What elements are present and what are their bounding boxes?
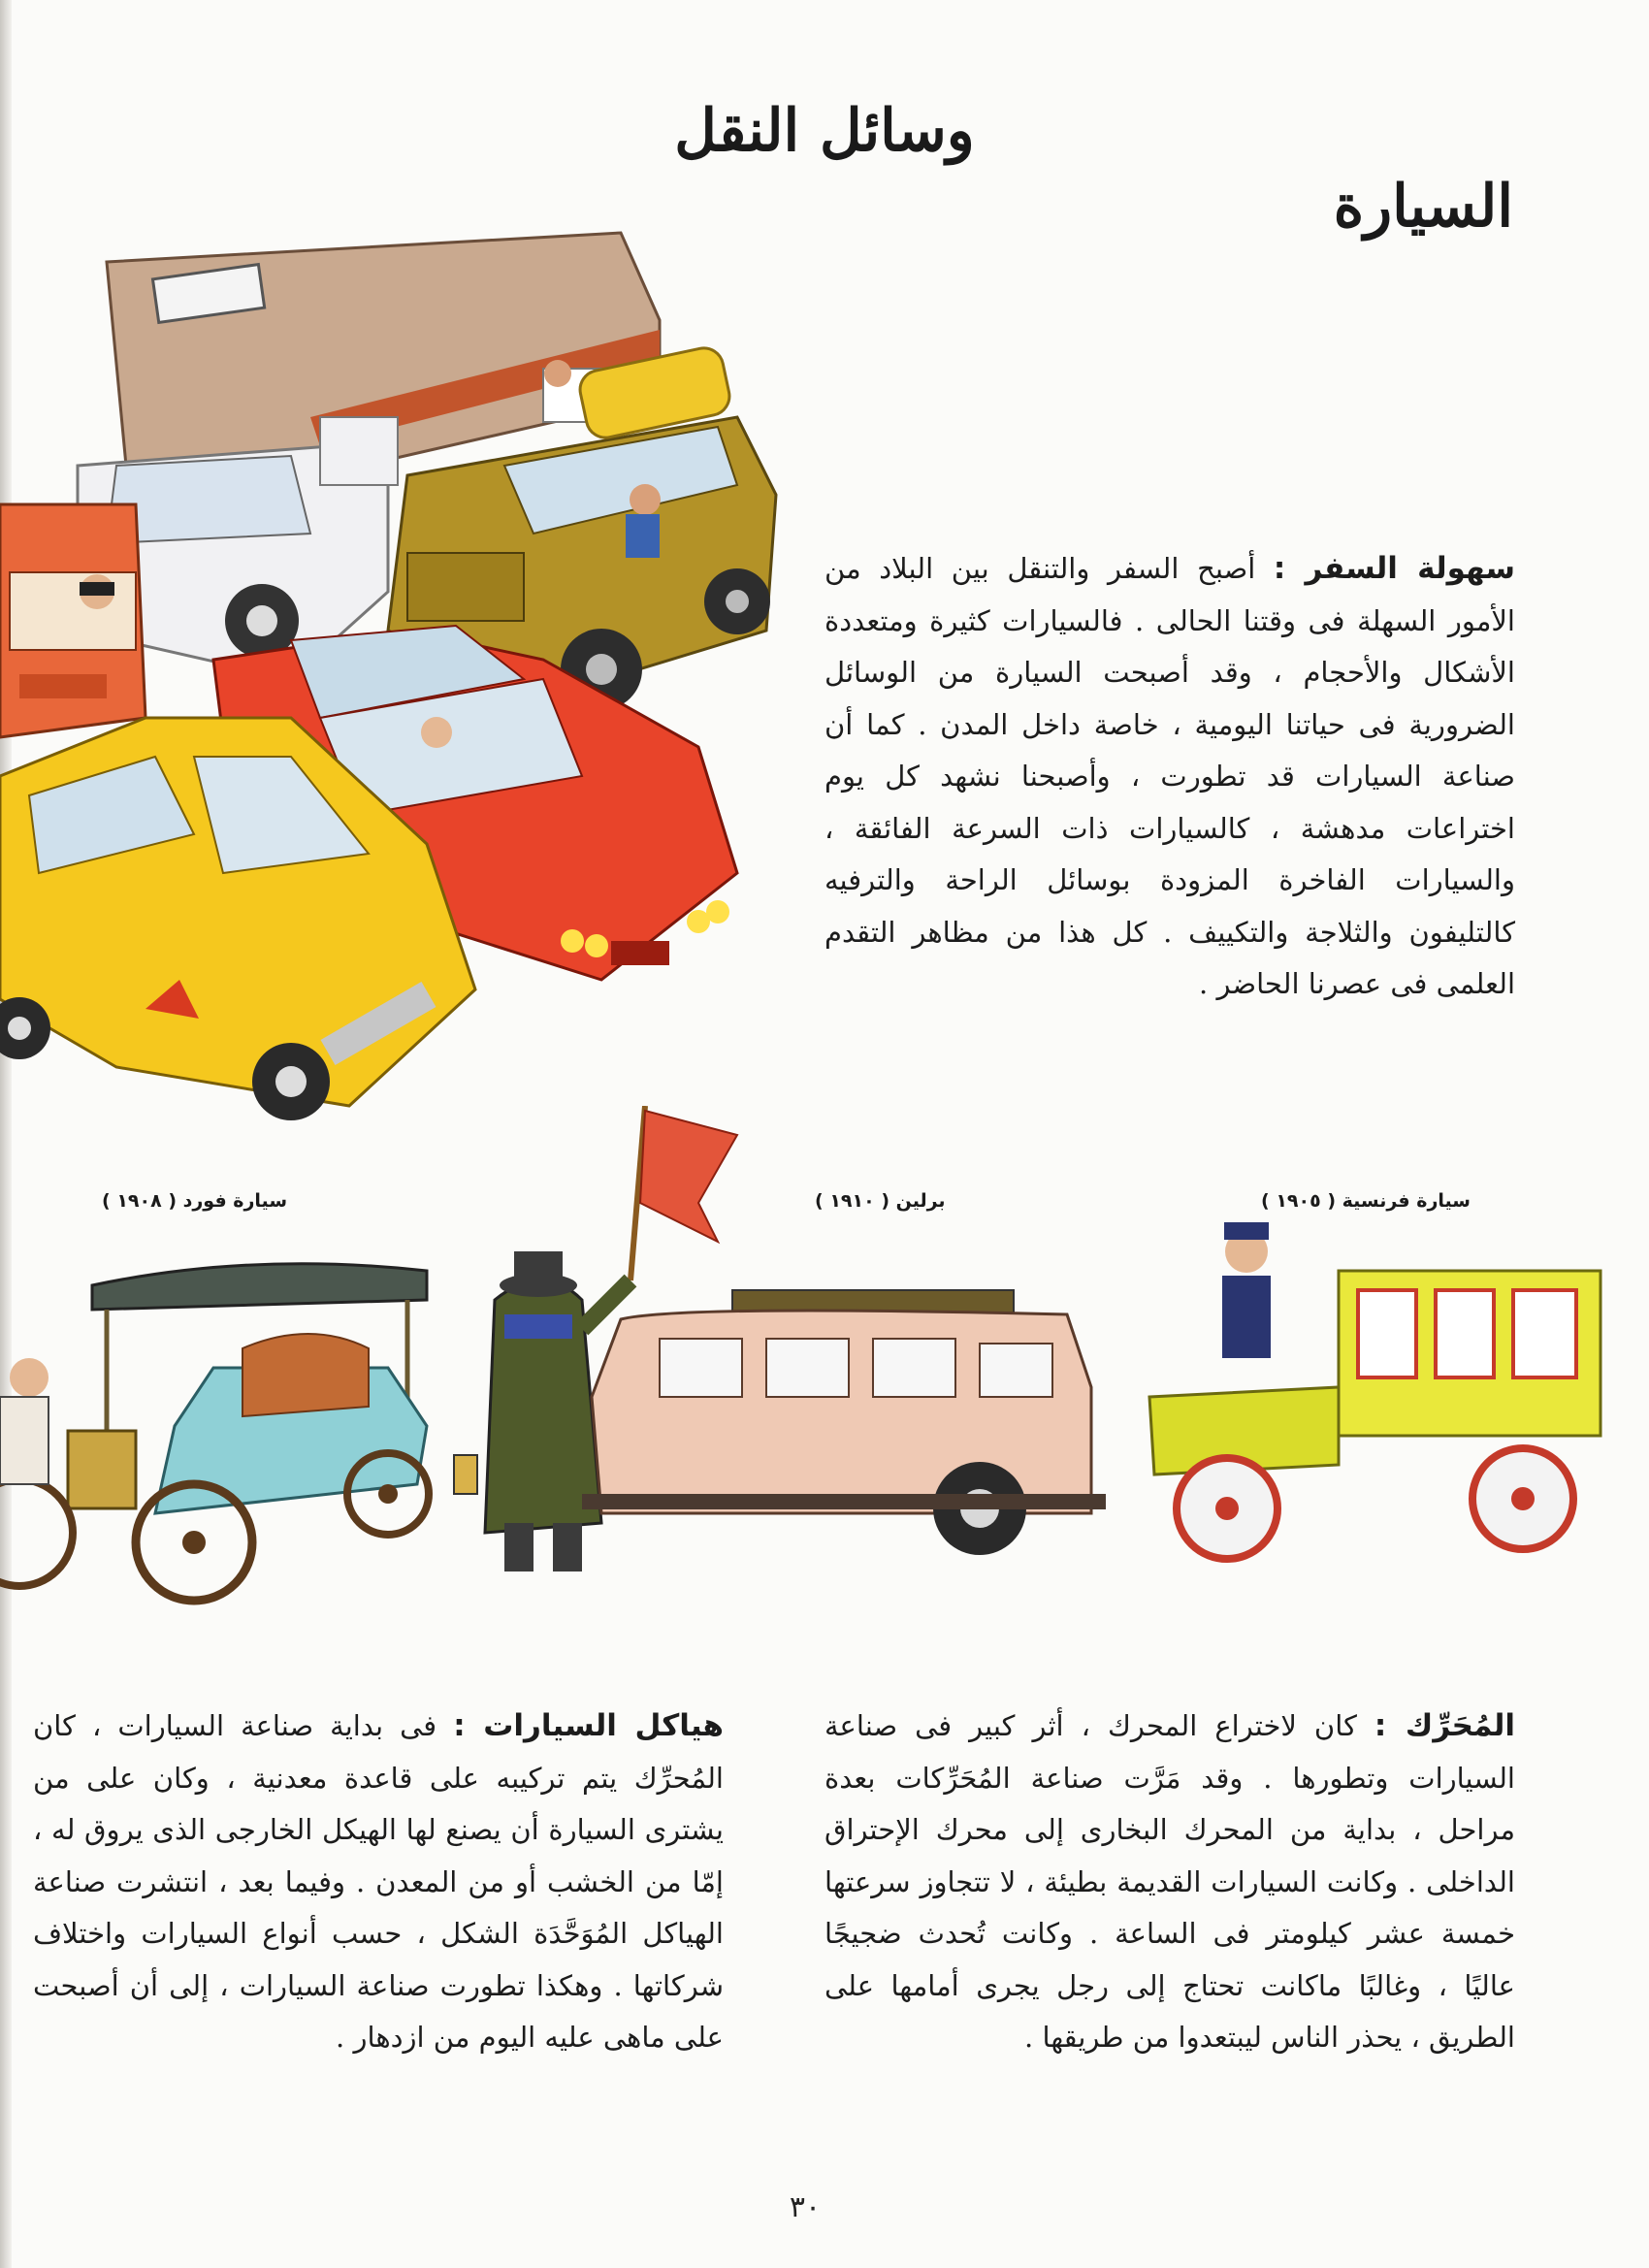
caption-french-car: سيارة فرنسية ( ١٩٠٥ ) bbox=[1261, 1190, 1471, 1212]
french-1905-car bbox=[1149, 1222, 1600, 1559]
engine-heading: المُحَرِّك : bbox=[1374, 1708, 1515, 1743]
caption-berlin-car: برلين ( ١٩١٠ ) bbox=[815, 1190, 946, 1212]
car-bodies-text: فى بداية صناعة السيارات ، كان المُحرِّك يتم تركيبه على قاعدة معدنية ، وكان على من يشترى السيارة أن يصنع لها الهيكل الخارجى الذى يروق له ، إمّا من الخشب أو من المعدن . وفيما بعد ، انتشرت صناعة الهياكل المُوَحَّدَة الشكل ، حسب أنواع السيارات واختلاف شركاتها . وهكذا تطورت صناعة السيارات ، إلى أن أصبحت على ماهى عليه اليوم من ازدهار . bbox=[33, 1709, 724, 2054]
berlin-1910-car bbox=[582, 1290, 1106, 1555]
engine-text: كان لاختراع المحرك ، أثر كبير فى صناعة السيارات وتطورها . وقد مَرَّت صناعة المُحَرِّكات بعدة مراحل ، بداية من المحرك البخارى إلى محرك الإحتراق الداخلى . وكانت السيارات القديمة بطيئة ، لا تتجاوز سرعتها خمسة عشر كيلومتر فى الساعة . وكانت تُحدث ضجيجًا عاليًا ، وغالبًا ماكانت تحتاج إلى رجل يجرى أمامها على الطريق ، يحذر الناس ليبتعدوا من طريقها . bbox=[824, 1709, 1515, 2054]
travel-paragraph bbox=[824, 543, 1515, 1011]
car-bodies-paragraph bbox=[33, 1701, 724, 2064]
travel-heading: سهولة السفر : bbox=[1273, 551, 1515, 586]
engine-paragraph bbox=[824, 1701, 1515, 2064]
ford-1908-car bbox=[0, 1264, 429, 1601]
modern-cars-illustration bbox=[0, 175, 795, 1125]
orange-van bbox=[0, 504, 146, 737]
page-number: ٣٠ bbox=[789, 2190, 822, 2224]
section-title: السيارة bbox=[1333, 173, 1513, 241]
caption-ford-car: سيارة فورد ( ١٩٠٨ ) bbox=[102, 1190, 288, 1212]
car-bodies-heading: هياكل السيارات : bbox=[453, 1708, 725, 1743]
page-title: وسائل النقل bbox=[674, 97, 975, 165]
vintage-cars-illustration bbox=[0, 1106, 1649, 1669]
travel-text: أصبح السفر والتنقل بين البلاد من الأمور السهلة فى وقتنا الحالى . فالسيارات كثيرة ومتعددة الأشكال والأحجام ، وقد أصبحت السيارة من الوسائل الضرورية فى حياتنا اليومية ، خاصة داخل المدن . كما أن صناعة السيارات قد تطورت ، وأصبحنا نشهد كل يوم اختراعات مدهشة ، كالسيارات ذات السرعة الفائقة ، والسيارات الفاخرة المزودة بوسائل الراحة والترفيه كالتليفون والثلاجة والتكييف . كل هذا من مظاهر التقدم العلمى فى عصرنا الحاضر . bbox=[824, 552, 1515, 1000]
